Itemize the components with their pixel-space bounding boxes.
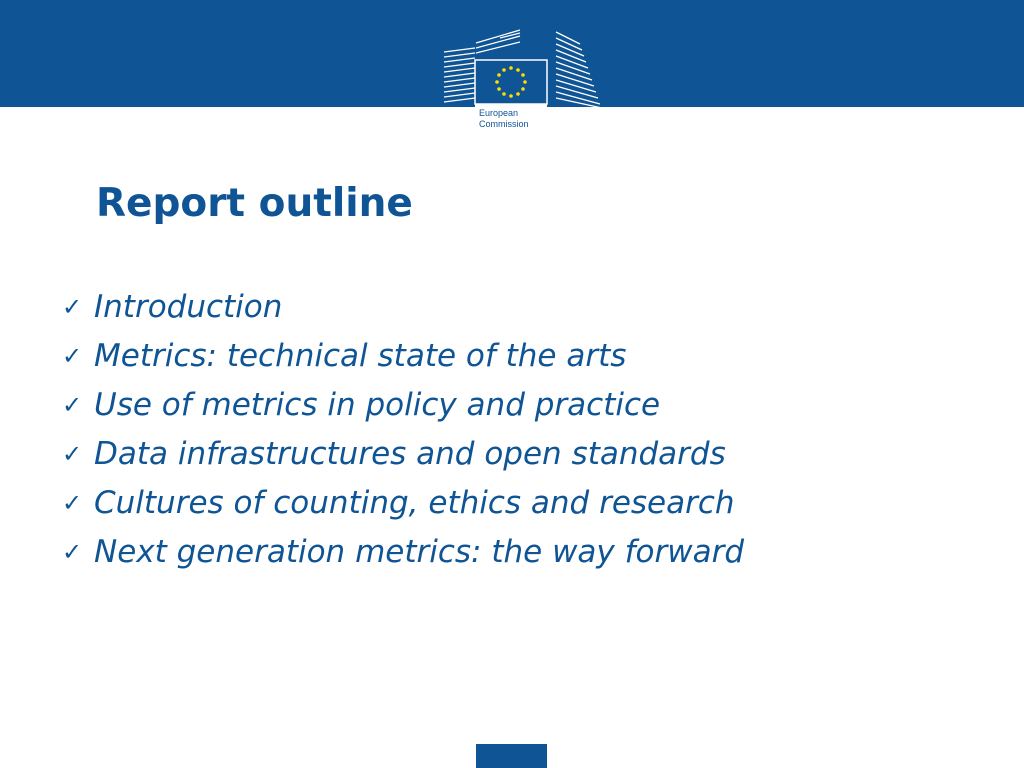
list-item bbox=[62, 283, 982, 332]
checkmark-icon: ✓ bbox=[62, 342, 83, 370]
outline-list bbox=[62, 283, 982, 577]
slide-title: Report outline bbox=[96, 181, 413, 226]
list-item bbox=[62, 332, 982, 381]
list-item bbox=[62, 381, 982, 430]
checkmark-icon: ✓ bbox=[62, 293, 83, 321]
list-item bbox=[62, 430, 982, 479]
logo-caption: European Commission bbox=[479, 108, 529, 129]
list-item bbox=[62, 528, 982, 577]
list-item-label: Next generation metrics: the way forward bbox=[94, 534, 745, 570]
logo-caption-box bbox=[475, 104, 547, 142]
list-item-label: Introduction bbox=[94, 289, 283, 325]
checkmark-icon: ✓ bbox=[62, 440, 83, 468]
checkmark-icon: ✓ bbox=[62, 538, 83, 566]
checkmark-icon: ✓ bbox=[62, 489, 83, 517]
list-item-label: Cultures of counting, ethics and research bbox=[94, 485, 735, 521]
list-item-label: Data infrastructures and open standards bbox=[94, 436, 726, 472]
list-item-label: Metrics: technical state of the arts bbox=[94, 338, 627, 374]
checkmark-icon: ✓ bbox=[62, 391, 83, 419]
list-item-label: Use of metrics in policy and practice bbox=[94, 387, 661, 423]
list-item bbox=[62, 479, 982, 528]
european-commission-logo bbox=[440, 26, 608, 144]
footer-tab bbox=[476, 744, 547, 768]
